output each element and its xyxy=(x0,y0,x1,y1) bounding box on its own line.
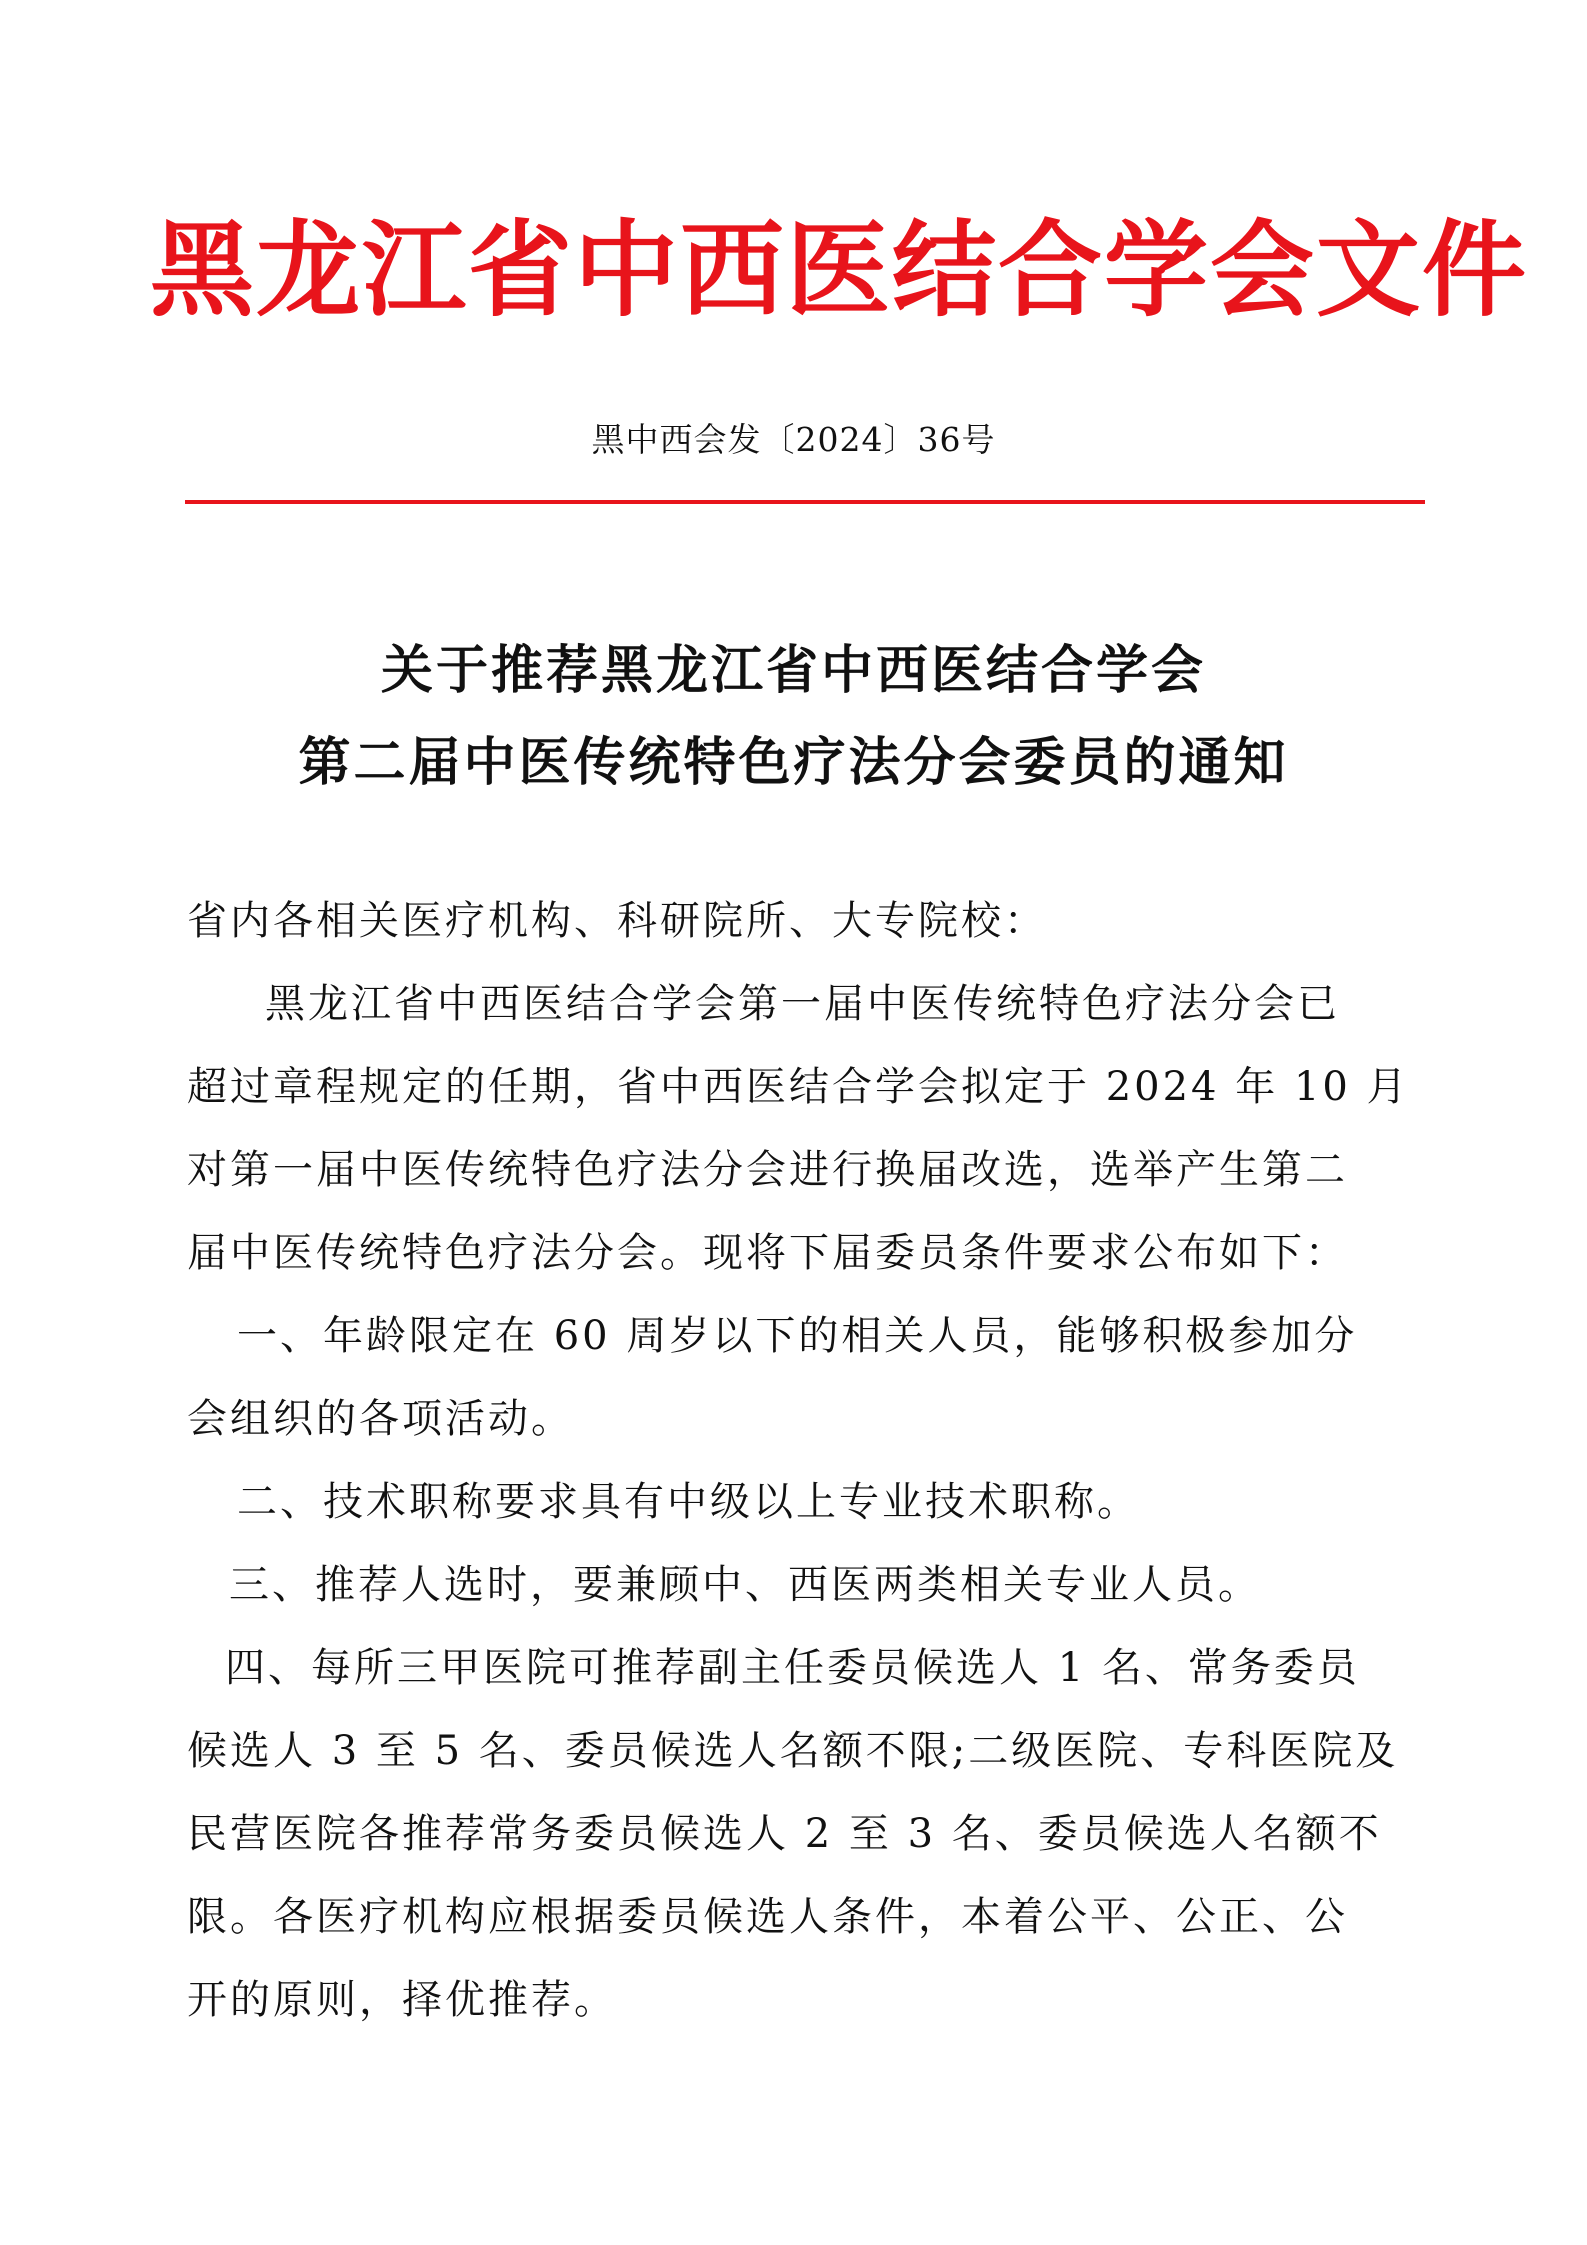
requirement-item-1: 一、年龄限定在 60 周岁以下的相关人员，能够积极参加分 xyxy=(237,1313,1358,1359)
document-number: 黑中西会发〔2024〕36号 xyxy=(591,420,996,459)
requirement-item-4: 四、每所三甲医院可推荐副主任委员候选人 1 名、常务委员 xyxy=(225,1645,1360,1691)
paragraph-line: 民营医院各推荐常务委员候选人 2 至 3 名、委员候选人名额不 xyxy=(187,1811,1382,1857)
notice-title-line-2: 第二届中医传统特色疗法分会委员的通知 xyxy=(298,733,1289,793)
salutation: 省内各相关医疗机构、科研院所、大专院校： xyxy=(187,898,1047,944)
requirement-item-3: 三、推荐人选时，要兼顾中、西医两类相关专业人员。 xyxy=(229,1562,1261,1608)
paragraph-line: 对第一届中医传统特色疗法分会进行换届改选，选举产生第二 xyxy=(187,1147,1348,1193)
notice-body xyxy=(187,880,1410,2042)
requirement-item-2: 二、技术职称要求具有中级以上专业技术职称。 xyxy=(237,1479,1140,1525)
paragraph-line: 候选人 3 至 5 名、委员候选人名额不限;二级医院、专科医院及 xyxy=(187,1728,1399,1774)
organization-title: 黑龙江省中西医结合学会文件 xyxy=(150,209,1529,331)
notice-title-line-1: 关于推荐黑龙江省中西医结合学会 xyxy=(380,641,1206,701)
paragraph-line: 开的原则，择优推荐。 xyxy=(187,1977,617,2023)
notice-title xyxy=(0,625,1587,809)
paragraph-line: 限。各医疗机构应根据委员候选人条件，本着公平、公正、公 xyxy=(187,1894,1348,1940)
paragraph-line: 届中医传统特色疗法分会。现将下届委员条件要求公布如下： xyxy=(187,1230,1348,1276)
paragraph-line: 会组织的各项活动。 xyxy=(187,1396,574,1442)
red-divider xyxy=(185,500,1425,504)
paragraph-line: 超过章程规定的任期，省中西医结合学会拟定于 2024 年 10 月 xyxy=(187,1064,1410,1110)
paragraph-line: 黑龙江省中西医结合学会第一届中医传统特色疗法分会已 xyxy=(265,981,1340,1027)
